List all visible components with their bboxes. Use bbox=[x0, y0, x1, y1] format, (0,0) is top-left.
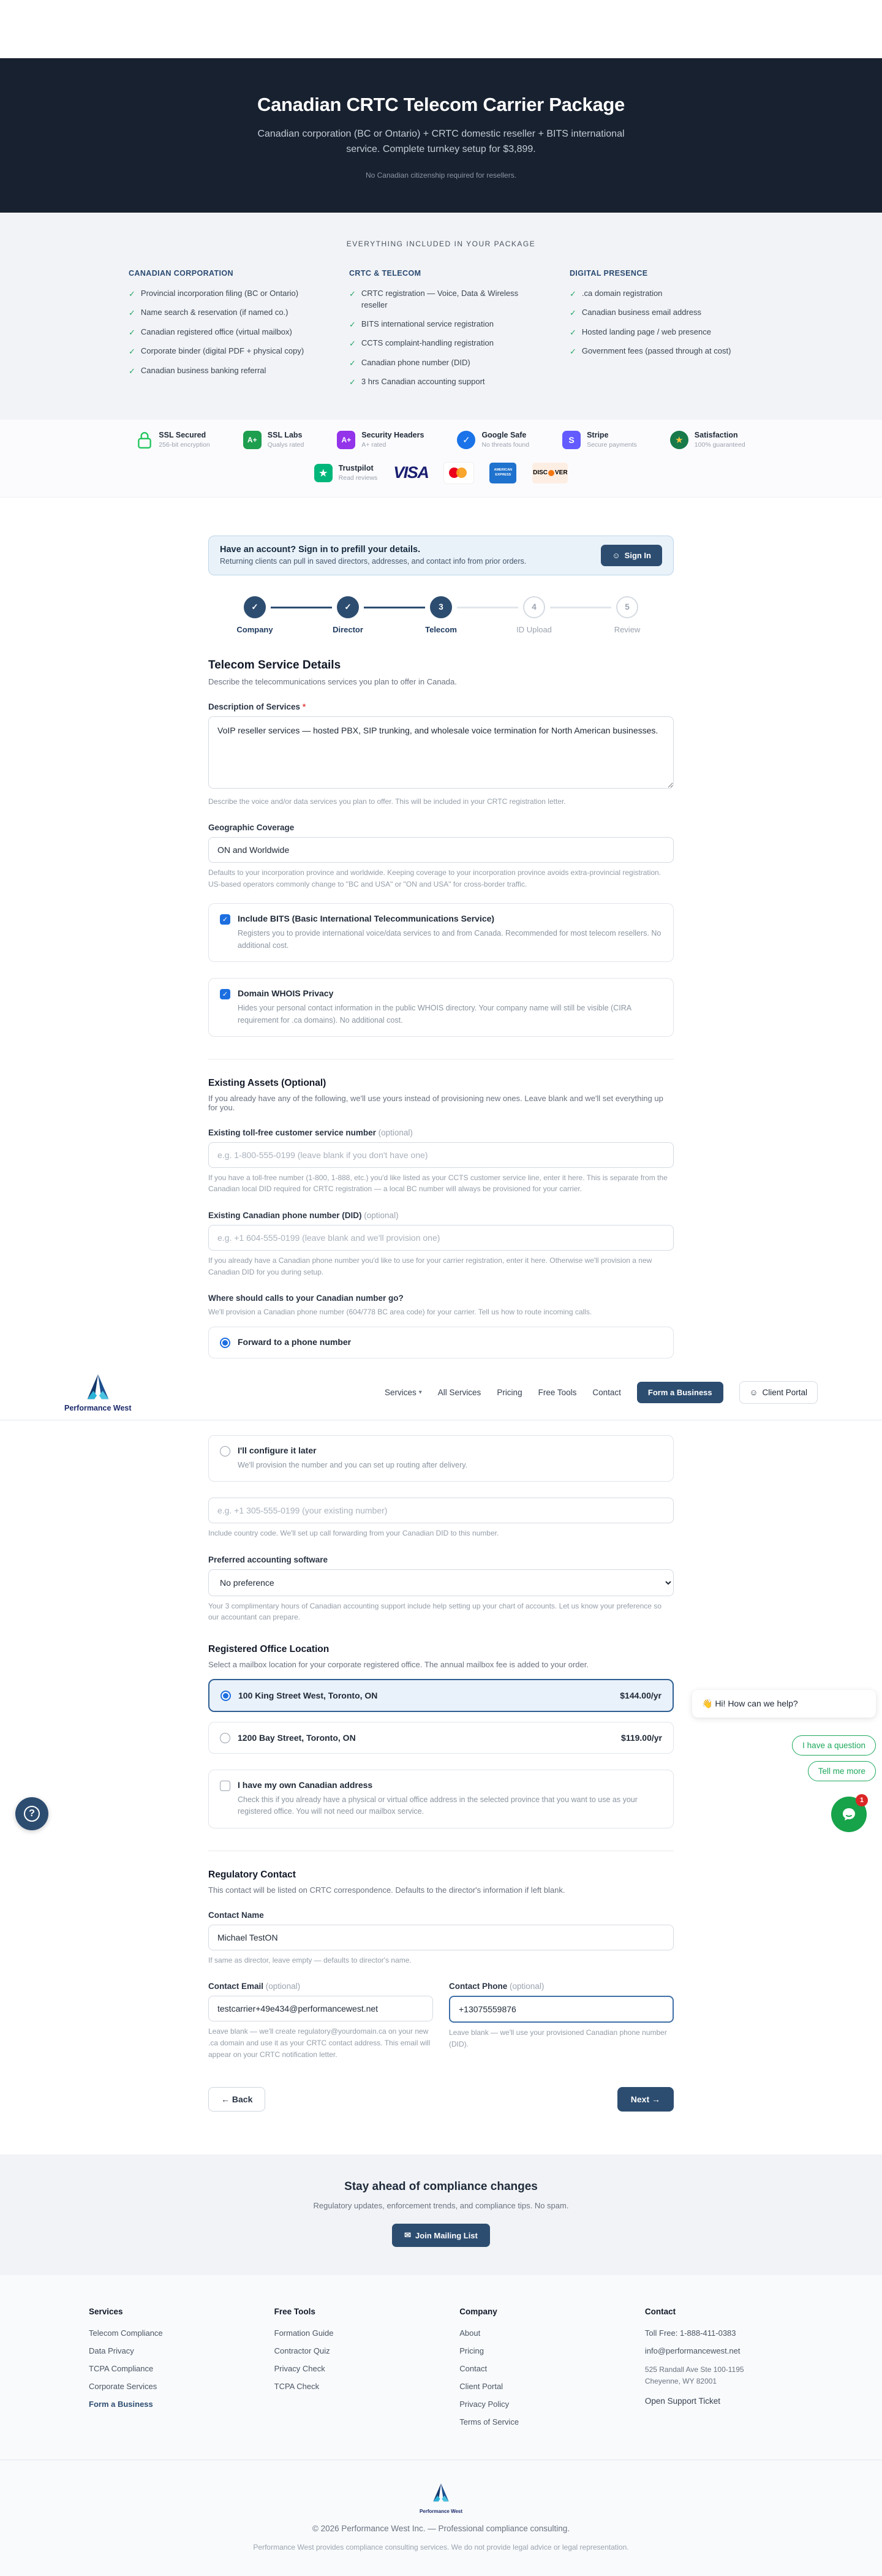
cta-title: Stay ahead of compliance changes bbox=[344, 2180, 538, 2194]
footer-link[interactable]: Contractor Quiz bbox=[274, 2346, 330, 2356]
whois-checkbox[interactable]: ✓ bbox=[220, 989, 230, 999]
badge-google-safe: ✓ Google Safe No threats found bbox=[457, 431, 529, 449]
footer-services-column: Services Telecom Compliance Data Privacy TCPA Compliance Corporate Services Form a Business bbox=[89, 2307, 274, 2435]
form-title: Telecom Service Details bbox=[208, 658, 341, 672]
contact-phone-label: Contact Phone (optional) bbox=[449, 1982, 545, 1991]
routing-option-forward-card[interactable]: Forward to a phone number bbox=[208, 1327, 674, 1358]
check-icon: ✓ bbox=[129, 366, 135, 376]
check-icon: ✓ bbox=[129, 347, 135, 357]
badge-satisfaction: ★ Satisfaction 100% guaranteed bbox=[670, 431, 745, 449]
routing-title: Where should calls to your Canadian number go? bbox=[208, 1294, 404, 1303]
performance-west-logo-icon bbox=[428, 2482, 454, 2504]
assets-title: Existing Assets (Optional) bbox=[208, 1077, 326, 1088]
form-a-business-button[interactable]: Form a Business bbox=[637, 1382, 723, 1403]
join-mailing-list-button[interactable]: ✉ Join Mailing List bbox=[392, 2224, 490, 2247]
footer-link[interactable]: TCPA Compliance bbox=[89, 2364, 154, 2374]
included-item: ✓ Canadian business email address bbox=[570, 306, 753, 319]
included-item: ✓ Government fees (passed through at cost) bbox=[570, 345, 753, 358]
contact-email-label: Contact Email (optional) bbox=[208, 1982, 301, 1991]
trustpilot-star-icon: ★ bbox=[314, 464, 333, 482]
configure-later-radio[interactable] bbox=[220, 1446, 230, 1457]
discover-dot-icon bbox=[548, 470, 554, 476]
hero-section bbox=[0, 58, 882, 213]
nav-free-tools[interactable]: Free Tools bbox=[538, 1388, 577, 1398]
stripe-icon: S bbox=[562, 431, 581, 449]
a-plus-icon: A+ bbox=[337, 431, 355, 449]
back-button[interactable]: ← Back bbox=[208, 2087, 265, 2112]
included-item: ✓ .ca domain registration bbox=[570, 287, 753, 300]
footer-address: 525 Randall Ave Ste 100-1195 Cheyenne, WY 82001 bbox=[644, 2365, 744, 2386]
nav-pricing[interactable]: Pricing bbox=[497, 1388, 522, 1398]
discover-logo: DISC VER bbox=[532, 463, 568, 483]
chat-launcher-button[interactable] bbox=[831, 1797, 867, 1832]
amex-logo: AMERICAN EXPRESS bbox=[489, 463, 516, 483]
tollfree-number-input[interactable] bbox=[208, 1142, 674, 1168]
forward-help: Include country code. We'll set up call forwarding from your Canadian DID to this number. bbox=[208, 1529, 499, 1538]
contact-email-help: Leave blank — we'll create regulatory@yourdomain.ca on your new .ca domain and use it as your CRTC contact address. This email will appear on your CRTC notification letter. bbox=[208, 2027, 431, 2059]
disclaimer: Performance West provides compliance consulting services. We do not provide legal advice or legal representation. bbox=[253, 2543, 629, 2552]
person-icon: ☺ bbox=[612, 550, 620, 560]
a-plus-icon: A+ bbox=[243, 431, 262, 449]
hero-subtitle: Canadian corporation (BC or Ontario) + CRTC domestic reseller + BITS international service. Complete turnkey setup for $3,899. bbox=[257, 129, 625, 154]
regulatory-title: Regulatory Contact bbox=[208, 1869, 296, 1880]
step-review: 5 Review bbox=[581, 596, 674, 634]
contact-phone-help: Leave blank — we'll use your provisioned Canadian phone number (DID). bbox=[449, 2028, 667, 2048]
coverage-label: Geographic Coverage bbox=[208, 823, 295, 833]
step-telecom[interactable]: 3 Telecom bbox=[394, 596, 488, 634]
forward-radio[interactable] bbox=[220, 1338, 230, 1348]
geographic-coverage-input[interactable] bbox=[208, 837, 674, 863]
routing-option-later-card[interactable]: I'll configure it later We'll provision the number and you can set up routing after delivery. bbox=[208, 1435, 674, 1482]
office-title: Registered Office Location bbox=[208, 1644, 330, 1654]
step-marker: ✓ bbox=[244, 596, 266, 618]
footer-contact-column: Contact Toll Free: 1-888-411-0383 info@performancewest.net 525 Randall Ave Ste 100-1195 Cheyenne, WY 82001 Open Support Ticket bbox=[645, 2307, 793, 2435]
signin-text: Returning clients can pull in saved directors, addresses, and contact info from prior orders. bbox=[220, 557, 527, 566]
included-column-digital bbox=[570, 269, 753, 395]
contact-name-help: If same as director, leave empty — defaults to director's name. bbox=[208, 1955, 412, 1964]
footer-phone: Toll Free: 1-888-411-0383 bbox=[644, 2328, 736, 2338]
included-item: ✓ BITS international service registration bbox=[349, 318, 533, 331]
chat-unread-badge: 1 bbox=[856, 1794, 868, 1806]
chat-greeting-bubble[interactable]: 👋 Hi! How can we help? bbox=[692, 1690, 876, 1718]
footer-link[interactable]: TCPA Check bbox=[274, 2382, 320, 2392]
coverage-help: Defaults to your incorporation province and worldwide. Keeping coverage to your incorporation province avoids extra-provincial registration. US-based operators commonly change to "BC and USA" or "ON and USA" for cross-border traffic. bbox=[208, 868, 662, 888]
step-marker: 5 bbox=[616, 596, 638, 618]
signin-banner bbox=[208, 536, 674, 575]
badge-security-headers: A+ Security Headers A+ rated bbox=[337, 431, 424, 449]
description-of-services-textarea[interactable] bbox=[208, 716, 674, 789]
included-item: ✓ Hosted landing page / web presence bbox=[570, 326, 753, 339]
mastercard-logo bbox=[444, 463, 473, 483]
nav-contact[interactable]: Contact bbox=[592, 1388, 621, 1398]
tollfree-help: If you have a toll-free number (1-800, 1-888, etc.) you'd like listed as your CCTS customer service line, enter it here. This is separate from the Canadian local DID required for CRTC registration — a local BC number will always be provisioned for your carrier. bbox=[208, 1173, 668, 1194]
routing-subtitle: We'll provision a Canadian phone number (604/778 BC area code) for your carrier. Tell us how to route incoming calls. bbox=[208, 1308, 592, 1317]
top-whitespace bbox=[0, 0, 882, 58]
mailing-list-section bbox=[0, 2154, 882, 2275]
check-icon: ✓ bbox=[349, 289, 356, 298]
footer-link-form-a-business[interactable]: Form a Business bbox=[89, 2400, 153, 2409]
check-icon: ✓ bbox=[570, 289, 576, 298]
included-item: ✓ Provincial incorporation filing (BC or Ontario) bbox=[129, 287, 312, 300]
footer-link[interactable]: Privacy Policy bbox=[459, 2400, 510, 2409]
check-icon: ✓ bbox=[349, 358, 356, 368]
included-item: ✓ CRTC registration — Voice, Data & Wireless reseller bbox=[349, 287, 533, 311]
description-label: Description of Services * bbox=[208, 702, 306, 711]
whois-option-card[interactable]: ✓ Domain WHOIS Privacy Hides your personal contact information in the public WHOIS directory. Your company name will still be visible (CIRA requirement for .ca domains). No additional cost. bbox=[208, 978, 674, 1037]
accounting-software-select[interactable] bbox=[208, 1569, 674, 1596]
column-title: DIGITAL PRESENCE bbox=[570, 268, 648, 278]
footer-company-column: Company About Pricing Contact Client Portal Privacy Policy Terms of Service bbox=[459, 2307, 645, 2435]
office-option-king-street[interactable]: 100 King Street West, Toronto, ON $144.00/yr bbox=[208, 1679, 674, 1712]
step-marker: ✓ bbox=[337, 596, 359, 618]
form-subtitle: Describe the telecommunications services you plan to offer in Canada. bbox=[208, 676, 457, 686]
signin-heading: Have an account? Sign in to prefill your details. bbox=[220, 545, 421, 555]
included-item: ✓ Canadian registered office (virtual mailbox) bbox=[129, 326, 312, 339]
office-subtitle: Select a mailbox location for your corporate registered office. The annual mailbox fee is added to your order. bbox=[208, 1660, 589, 1669]
included-column-corporation bbox=[129, 269, 312, 395]
own-address-card[interactable]: I have my own Canadian address Check this if you already have a physical or virtual office address in the selected province that you want to use as your registered office. You will not need our mailbox service. bbox=[208, 1770, 674, 1828]
step-marker: 3 bbox=[430, 596, 452, 618]
step-marker: 4 bbox=[523, 596, 545, 618]
site-navbar bbox=[0, 1367, 882, 1420]
column-title: CRTC & TELECOM bbox=[349, 268, 421, 278]
did-help: If you already have a Canadian phone number you'd like to use for your carrier registration, enter it here. Otherwise we'll provision a new Canadian DID for you during setup. bbox=[208, 1256, 652, 1276]
included-item: ✓ Corporate binder (digital PDF + physical copy) bbox=[129, 345, 312, 358]
check-icon: ✓ bbox=[570, 327, 576, 337]
check-icon: ✓ bbox=[349, 319, 356, 329]
check-icon: ✓ bbox=[129, 327, 135, 337]
included-item: ✓ Name search & reservation (if named co.) bbox=[129, 306, 312, 319]
person-icon: ☺ bbox=[749, 1388, 758, 1398]
client-portal-button[interactable]: ☺ Client Portal bbox=[739, 1381, 818, 1404]
office-radio[interactable] bbox=[220, 1733, 230, 1743]
included-column-telecom bbox=[349, 269, 533, 395]
footer-link[interactable]: Formation Guide bbox=[274, 2328, 334, 2338]
footer-link[interactable]: Client Portal bbox=[459, 2382, 503, 2392]
forward-number-input[interactable] bbox=[208, 1498, 674, 1523]
site-logo[interactable]: Performance West bbox=[64, 1373, 132, 1412]
included-section bbox=[0, 213, 882, 420]
included-item: ✓ 3 hrs Canadian accounting support bbox=[349, 376, 533, 388]
nav-all-services[interactable]: All Services bbox=[437, 1388, 481, 1398]
included-item: ✓ CCTS complaint-handling registration bbox=[349, 337, 533, 350]
check-icon: ✓ bbox=[129, 289, 135, 298]
hero-note: No Canadian citizenship required for resellers. bbox=[365, 170, 517, 180]
footer-logo: Performance West bbox=[0, 2482, 882, 2514]
chevron-down-icon: ▾ bbox=[418, 1389, 422, 1396]
contact-name-label: Contact Name bbox=[208, 1910, 264, 1920]
existing-did-input[interactable] bbox=[208, 1225, 674, 1251]
visa-logo: VISA bbox=[393, 463, 429, 482]
badge-ssl-labs: A+ SSL Labs Qualys rated bbox=[243, 431, 304, 449]
included-item: ✓ Canadian phone number (DID) bbox=[349, 357, 533, 369]
shield-check-icon: ✓ bbox=[457, 431, 475, 449]
footer-link[interactable]: Privacy Check bbox=[274, 2364, 325, 2374]
badge-ssl-secured: SSL Secured 256-bit encryption bbox=[137, 431, 209, 449]
sign-in-button[interactable]: ☺ Sign In bbox=[601, 545, 662, 566]
badge-trustpilot[interactable]: ★ Trustpilot Read reviews bbox=[314, 464, 378, 482]
tollfree-label: Existing toll-free customer service number (optional) bbox=[208, 1127, 413, 1137]
footer bbox=[0, 2275, 882, 2576]
office-price: $119.00/yr bbox=[621, 1733, 662, 1743]
own-address-checkbox[interactable] bbox=[220, 1781, 230, 1791]
footer-bottom bbox=[0, 2460, 882, 2551]
office-option-bay-street[interactable]: 1200 Bay Street, Toronto, ON $119.00/yr bbox=[208, 1722, 674, 1754]
trust-badges-section bbox=[0, 420, 882, 498]
footer-link[interactable]: Corporate Services bbox=[89, 2382, 157, 2392]
contact-name-input[interactable] bbox=[208, 1925, 674, 1950]
padlock-icon bbox=[137, 431, 153, 449]
footer-link[interactable]: Pricing bbox=[459, 2346, 484, 2356]
regulatory-subtitle: This contact will be listed on CRTC correspondence. Defaults to the director's information if left blank. bbox=[208, 1885, 565, 1895]
footer-link[interactable]: Contact bbox=[459, 2364, 488, 2374]
footer-email[interactable]: info@performancewest.net bbox=[644, 2346, 741, 2356]
badge-stripe: S Stripe Secure payments bbox=[562, 431, 637, 449]
footer-support-ticket-link[interactable]: Open Support Ticket bbox=[644, 2396, 720, 2406]
footer-link[interactable]: Data Privacy bbox=[89, 2346, 134, 2356]
progress-stepper bbox=[208, 596, 674, 634]
page-title: Canadian CRTC Telecom Carrier Package bbox=[257, 94, 625, 115]
office-radio-selected[interactable] bbox=[221, 1691, 231, 1701]
star-icon: ★ bbox=[670, 431, 688, 449]
included-item: ✓ Canadian business banking referral bbox=[129, 365, 312, 377]
order-form-section bbox=[0, 498, 882, 2155]
nav-services[interactable]: Services ▾ bbox=[384, 1388, 422, 1398]
bits-checkbox[interactable]: ✓ bbox=[220, 914, 230, 925]
step-company[interactable]: ✓ Company bbox=[208, 596, 301, 634]
accounting-label: Preferred accounting software bbox=[208, 1555, 328, 1564]
chat-quick-reply-tell-me-more[interactable]: Tell me more bbox=[808, 1761, 876, 1781]
assets-subtitle: If you already have any of the following, we'll use yours instead of provisioning new ones. Leave blank and we'll set everything up for you. bbox=[208, 1093, 663, 1112]
contact-phone-input[interactable] bbox=[449, 1996, 674, 2023]
included-heading: EVERYTHING INCLUDED IN YOUR PACKAGE bbox=[346, 239, 536, 248]
accounting-help: Your 3 complimentary hours of Canadian accounting support include help setting up your chart of accounts. Let us know your preference so our accountant can prepare. bbox=[208, 1601, 662, 1622]
chat-bubble-icon bbox=[840, 1806, 858, 1823]
performance-west-logo-icon bbox=[80, 1373, 116, 1403]
copyright: © 2026 Performance West Inc. — Professional compliance consulting. bbox=[312, 2524, 570, 2534]
check-icon: ✓ bbox=[570, 308, 576, 318]
description-help: Describe the voice and/or data services you plan to offer. This will be included in your CRTC registration letter. bbox=[208, 797, 566, 806]
check-icon: ✓ bbox=[129, 308, 135, 318]
mail-icon: ✉ bbox=[404, 2230, 412, 2240]
footer-link[interactable]: About bbox=[459, 2328, 481, 2338]
footer-link[interactable]: Telecom Compliance bbox=[89, 2328, 163, 2338]
footer-link[interactable]: Terms of Service bbox=[459, 2417, 519, 2427]
column-title: CANADIAN CORPORATION bbox=[129, 268, 233, 278]
contact-email-input[interactable] bbox=[208, 1996, 433, 2021]
footer-free-tools-column: Free Tools Formation Guide Contractor Quiz Privacy Check TCPA Check bbox=[274, 2307, 460, 2435]
bits-option-card[interactable]: ✓ Include BITS (Basic International Telecommunications Service) Registers you to provide international voice/data services to and from Canada. Recommended for most telecom resellers. No additional cost. bbox=[208, 903, 674, 962]
check-icon: ✓ bbox=[570, 347, 576, 357]
check-icon: ✓ bbox=[349, 377, 356, 387]
help-button[interactable] bbox=[15, 1797, 48, 1830]
did-label: Existing Canadian phone number (DID) (optional) bbox=[208, 1211, 399, 1221]
office-price: $144.00/yr bbox=[620, 1691, 662, 1700]
step-director[interactable]: ✓ Director bbox=[301, 596, 394, 634]
next-button[interactable]: Next → bbox=[617, 2087, 674, 2112]
chat-quick-reply-question[interactable]: I have a question bbox=[792, 1735, 876, 1756]
step-id-upload: 4 ID Upload bbox=[488, 596, 581, 634]
check-icon: ✓ bbox=[349, 339, 356, 349]
question-icon: ? bbox=[24, 1806, 40, 1822]
cta-subtitle: Regulatory updates, enforcement trends, and compliance tips. No spam. bbox=[313, 2201, 569, 2211]
